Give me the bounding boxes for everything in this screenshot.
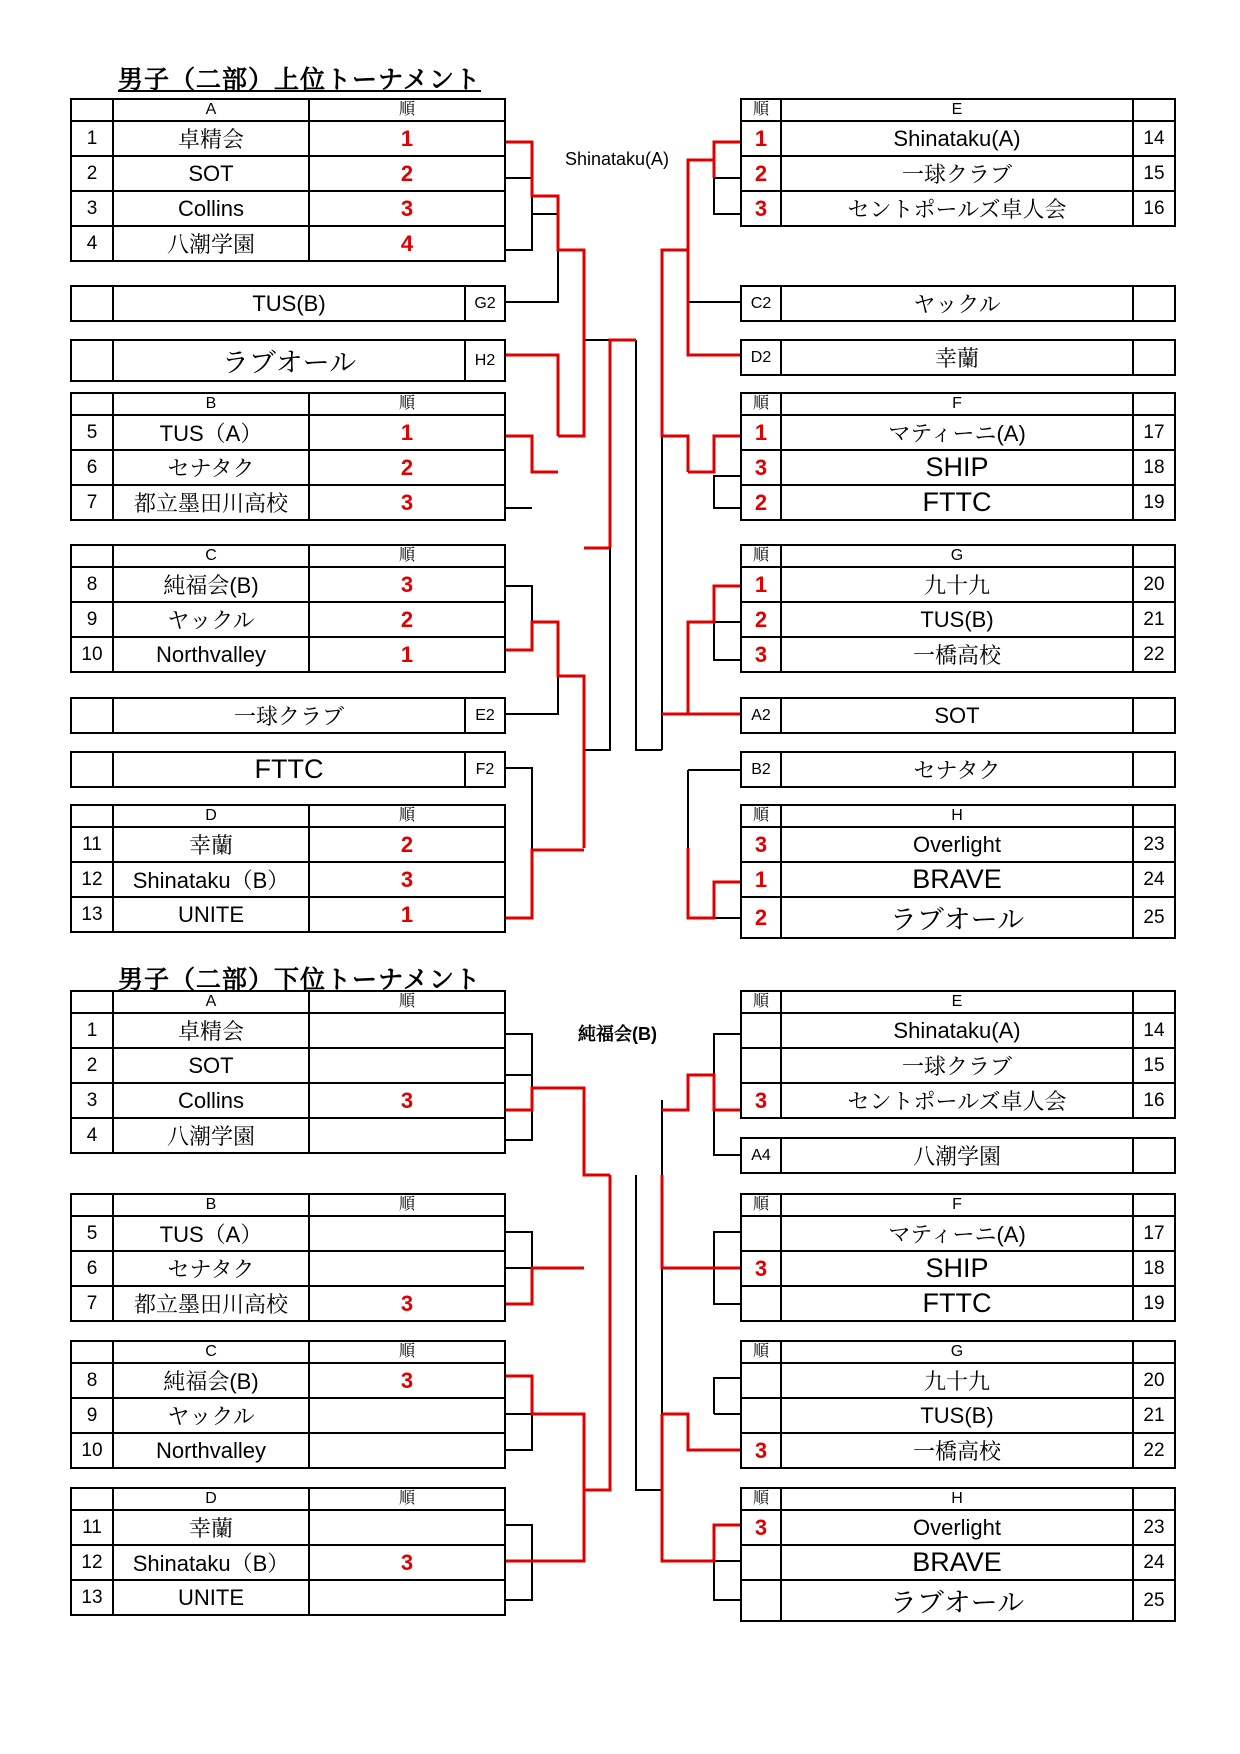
- group-header: F: [781, 1194, 1133, 1216]
- team-name: ラブオール: [113, 340, 465, 381]
- team-name: Northvalley: [113, 637, 309, 672]
- lower-group-d: D 順 11 幸蘭 12 Shinataku（B） 3 13 UNITE: [70, 1487, 506, 1616]
- rank: 3: [741, 827, 781, 862]
- rank: 2: [309, 602, 505, 637]
- lower-group-e: 順 E Shinataku(A) 14 一球クラブ 15 3 セントポールズ卓人会 16: [740, 990, 1176, 1119]
- rank: [741, 1048, 781, 1083]
- seed-label: D2: [741, 340, 781, 375]
- rank: 1: [741, 121, 781, 156]
- bracket-lines-black: [506, 178, 740, 1600]
- team-name: Shinataku（B）: [113, 1545, 309, 1580]
- team-name: 一球クラブ: [781, 156, 1133, 191]
- lower-group-b: B 順 5 TUS（A） 6 セナタク 7 都立墨田川高校 3: [70, 1193, 506, 1322]
- rank: 2: [309, 156, 505, 191]
- rank-header: 順: [309, 545, 505, 567]
- upper-seed-f2: [70, 751, 506, 788]
- team-name: セナタク: [781, 752, 1133, 787]
- upper-group-f: 順 F 1 マティーニ(A) 17 3 SHIP 18 2 FTTC 19: [740, 392, 1176, 521]
- team-name: 一球クラブ: [781, 1048, 1133, 1083]
- rank: 3: [309, 1363, 505, 1398]
- rank: [309, 1013, 505, 1048]
- team-name: 一橋高校: [781, 1433, 1133, 1468]
- rank: 1: [741, 862, 781, 897]
- rank-header: 順: [309, 393, 505, 415]
- group-header: G: [781, 545, 1133, 567]
- seed-label: H2: [465, 340, 505, 381]
- group-header: F: [781, 393, 1133, 415]
- team-name: 一橋高校: [781, 637, 1133, 672]
- team-name: Collins: [113, 1083, 309, 1118]
- team-name: SOT: [781, 698, 1133, 733]
- lower-seed-a4: [740, 1137, 1176, 1174]
- rank: [309, 1398, 505, 1433]
- team-name: 九十九: [781, 1363, 1133, 1398]
- team-name: SOT: [113, 1048, 309, 1083]
- rank-header: 順: [741, 99, 781, 121]
- team-name: FTTC: [113, 752, 465, 787]
- rank-header: 順: [309, 1488, 505, 1510]
- rank: [741, 1398, 781, 1433]
- group-header: C: [113, 1341, 309, 1363]
- upper-seed-g2: [70, 285, 506, 322]
- rank: 3: [741, 1251, 781, 1286]
- team-name: TUS(B): [781, 602, 1133, 637]
- team-name: BRAVE: [781, 862, 1133, 897]
- upper-seed-d2: [740, 339, 1176, 376]
- rank: 3: [309, 567, 505, 602]
- rank-header: 順: [309, 805, 505, 827]
- upper-group-h: 順 H 3 Overlight 23 1 BRAVE 24 2 ラブオール 25: [740, 804, 1176, 939]
- lower-group-f: 順 F マティーニ(A) 17 3 SHIP 18 FTTC 19: [740, 1193, 1176, 1322]
- rank: 1: [309, 637, 505, 672]
- team-name: Overlight: [781, 1510, 1133, 1545]
- team-name: Collins: [113, 191, 309, 226]
- seed-label: A2: [741, 698, 781, 733]
- team-name: TUS(B): [113, 286, 465, 321]
- rank: [741, 1286, 781, 1321]
- rank: [309, 1118, 505, 1153]
- rank: 3: [741, 1510, 781, 1545]
- rank: [309, 1251, 505, 1286]
- rank-header: 順: [309, 1341, 505, 1363]
- team-name: 卓精会: [113, 1013, 309, 1048]
- group-header: A: [113, 99, 309, 121]
- team-name: ヤックル: [781, 286, 1133, 321]
- rank: [741, 1216, 781, 1251]
- seed-label: A4: [741, 1138, 781, 1173]
- rank: 3: [309, 191, 505, 226]
- rank: 3: [741, 191, 781, 226]
- rank: [741, 1580, 781, 1621]
- rank: 3: [309, 1545, 505, 1580]
- upper-winner: Shinataku(A): [565, 149, 670, 169]
- group-header: H: [781, 1488, 1133, 1510]
- rank: [309, 1433, 505, 1468]
- team-name: BRAVE: [781, 1545, 1133, 1580]
- rank: 1: [309, 121, 505, 156]
- group-header: B: [113, 393, 309, 415]
- seed-label: F2: [465, 752, 505, 787]
- team-name: 都立墨田川高校: [113, 1286, 309, 1321]
- rank: 3: [741, 450, 781, 485]
- rank: 3: [309, 862, 505, 897]
- rank: 1: [309, 415, 505, 450]
- team-name: TUS（A）: [113, 415, 309, 450]
- lower-group-h: 順 H 3 Overlight 23 BRAVE 24 ラブオール 25: [740, 1487, 1176, 1622]
- rank-header: 順: [741, 805, 781, 827]
- upper-group-g: 順 G 1 九十九 20 2 TUS(B) 21 3 一橋高校 22: [740, 544, 1176, 673]
- rank: 1: [309, 897, 505, 932]
- team-name: 幸蘭: [781, 340, 1133, 375]
- team-name: UNITE: [113, 1580, 309, 1615]
- team-name: セナタク: [113, 450, 309, 485]
- group-header: B: [113, 1194, 309, 1216]
- upper-seed-h2: [70, 339, 506, 382]
- lower-group-g: 順 G 九十九 20 TUS(B) 21 3 一橋高校 22: [740, 1340, 1176, 1469]
- rank: 4: [309, 226, 505, 261]
- rank: 2: [741, 897, 781, 938]
- team-name: セントポールズ卓人会: [781, 191, 1133, 226]
- upper-group-b: B 順 5 TUS（A） 1 6 セナタク 2 7 都立墨田川高校 3: [70, 392, 506, 521]
- team-name: SHIP: [781, 450, 1133, 485]
- seed-label: G2: [465, 286, 505, 321]
- lower-title: 男子（二部）下位トーナメント: [118, 966, 482, 994]
- team-name: Overlight: [781, 827, 1133, 862]
- team-name: Shinataku（B）: [113, 862, 309, 897]
- upper-group-e: 順 E 1 Shinataku(A) 14 2 一球クラブ 15 3 セントポールズ卓人会 16: [740, 98, 1176, 227]
- group-header: C: [113, 545, 309, 567]
- rank: [309, 1510, 505, 1545]
- rank-header: 順: [741, 1194, 781, 1216]
- rank-header: 順: [309, 991, 505, 1013]
- rank: 1: [741, 567, 781, 602]
- rank: 3: [309, 485, 505, 520]
- bracket-lines-red: [506, 142, 740, 1561]
- team-name: ラブオール: [781, 1580, 1133, 1621]
- rank-header: 順: [741, 1341, 781, 1363]
- rank: [741, 1545, 781, 1580]
- rank-header: 順: [741, 393, 781, 415]
- rank-header: 順: [741, 991, 781, 1013]
- upper-group-d: D 順 11 幸蘭 2 12 Shinataku（B） 3 13 UNITE 1: [70, 804, 506, 933]
- upper-seed-a2: [740, 697, 1176, 734]
- group-header: H: [781, 805, 1133, 827]
- lower-winner: 純福会(B): [578, 1024, 657, 1044]
- group-header: E: [781, 991, 1133, 1013]
- upper-seed-e2: [70, 697, 506, 734]
- rank: 2: [741, 156, 781, 191]
- rank: 3: [309, 1286, 505, 1321]
- team-name: 卓精会: [113, 121, 309, 156]
- rank: 3: [741, 637, 781, 672]
- upper-group-a: A 順 1 卓精会 1 2 SOT 2 3 Collins 3 4 八潮学園 4: [70, 98, 506, 262]
- group-header: D: [113, 805, 309, 827]
- upper-seed-b2: [740, 751, 1176, 788]
- team-name: 幸蘭: [113, 827, 309, 862]
- rank-header: 順: [741, 1488, 781, 1510]
- group-header: D: [113, 1488, 309, 1510]
- seed-label: E2: [465, 698, 505, 733]
- rank: 2: [309, 450, 505, 485]
- rank: 2: [741, 602, 781, 637]
- team-name: 八潮学園: [113, 226, 309, 261]
- rank: [741, 1013, 781, 1048]
- team-name: ヤックル: [113, 1398, 309, 1433]
- rank: 3: [741, 1083, 781, 1118]
- team-name: FTTC: [781, 1286, 1133, 1321]
- team-name: 純福会(B): [113, 567, 309, 602]
- team-name: SOT: [113, 156, 309, 191]
- upper-seed-c2: [740, 285, 1176, 322]
- team-name: ヤックル: [113, 602, 309, 637]
- team-name: Shinataku(A): [781, 121, 1133, 156]
- rank-header: 順: [741, 545, 781, 567]
- rank: 3: [741, 1433, 781, 1468]
- team-name: セナタク: [113, 1251, 309, 1286]
- team-name: 八潮学園: [781, 1138, 1133, 1173]
- rank: 1: [741, 415, 781, 450]
- rank: [741, 1363, 781, 1398]
- team-name: 一球クラブ: [113, 698, 465, 733]
- lower-group-a: A 順 1 卓精会 2 SOT 3 Collins 3 4 八潮学園: [70, 990, 506, 1154]
- team-name: Northvalley: [113, 1433, 309, 1468]
- rank-header: 順: [309, 99, 505, 121]
- team-name: FTTC: [781, 485, 1133, 520]
- team-name: UNITE: [113, 897, 309, 932]
- group-header: G: [781, 1341, 1133, 1363]
- rank-header: 順: [309, 1194, 505, 1216]
- upper-group-c: C 順 8 純福会(B) 3 9 ヤックル 2 10 Northvalley 1: [70, 544, 506, 673]
- team-name: マティーニ(A): [781, 1216, 1133, 1251]
- rank: 3: [309, 1083, 505, 1118]
- group-header: E: [781, 99, 1133, 121]
- group-header: A: [113, 991, 309, 1013]
- team-name: Shinataku(A): [781, 1013, 1133, 1048]
- team-name: TUS（A）: [113, 1216, 309, 1251]
- team-name: TUS(B): [781, 1398, 1133, 1433]
- rank: [309, 1580, 505, 1615]
- team-name: セントポールズ卓人会: [781, 1083, 1133, 1118]
- seed-label: C2: [741, 286, 781, 321]
- team-name: 都立墨田川高校: [113, 485, 309, 520]
- rank: 2: [741, 485, 781, 520]
- upper-title: 男子（二部）上位トーナメント: [118, 66, 482, 94]
- lower-group-c: C 順 8 純福会(B) 3 9 ヤックル 10 Northvalley: [70, 1340, 506, 1469]
- rank: 2: [309, 827, 505, 862]
- team-name: 純福会(B): [113, 1363, 309, 1398]
- rank: [309, 1048, 505, 1083]
- team-name: ラブオール: [781, 897, 1133, 938]
- team-name: SHIP: [781, 1251, 1133, 1286]
- seed-label: B2: [741, 752, 781, 787]
- team-name: 幸蘭: [113, 1510, 309, 1545]
- team-name: 九十九: [781, 567, 1133, 602]
- team-name: マティーニ(A): [781, 415, 1133, 450]
- team-name: 八潮学園: [113, 1118, 309, 1153]
- rank: [309, 1216, 505, 1251]
